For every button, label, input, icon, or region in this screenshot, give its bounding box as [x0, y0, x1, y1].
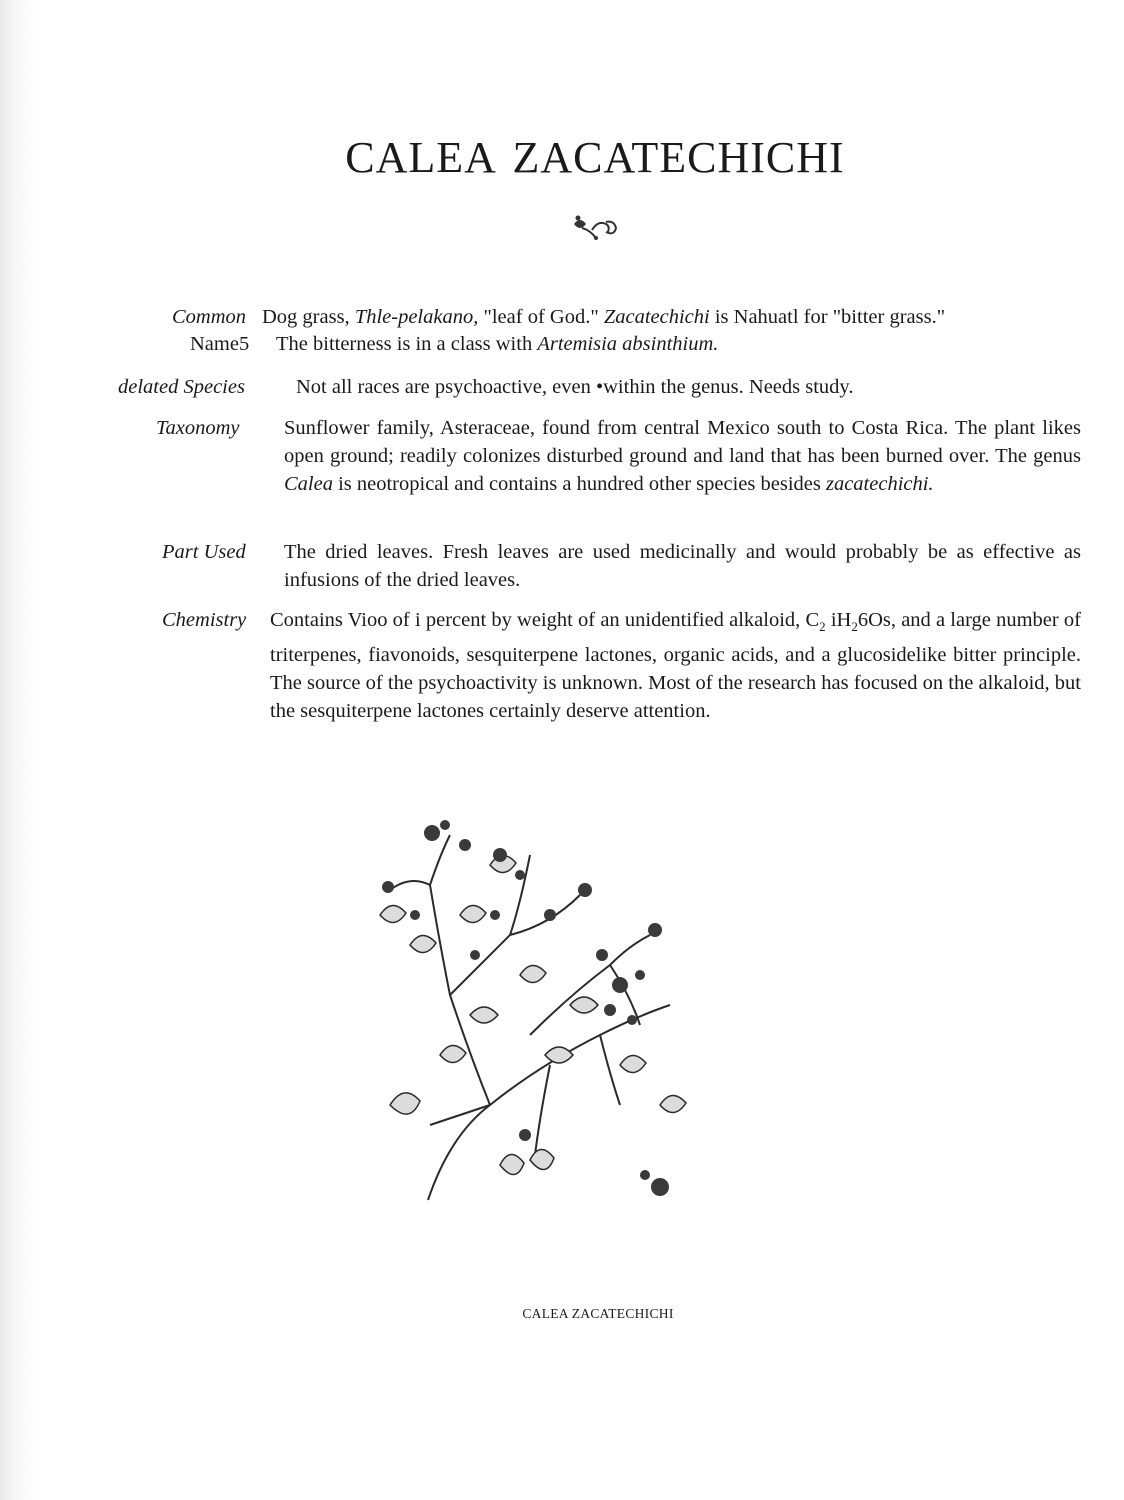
part-used-label: Part Used	[162, 541, 246, 563]
taxonomy-text: Sunflower family, Asteraceae, found from central Mexico south to Costa Rica. The plant likes open ground; readily colonizes disturbed ground and land that has been burned over. The genus Calea is neotropical and contains a hundred other species besides zacatechichi.	[284, 417, 1081, 495]
page-title: CALEA ZACATECHICHI	[345, 133, 845, 182]
common-name-label-2: Name5	[190, 333, 250, 355]
common-name-text-2: The bitterness is in a class with Artemisia absinthium.	[276, 333, 719, 355]
common-name-text: Dog grass, Thle-pelakano, "leaf of God." Zacatechichi is Nahuatl for "bitter grass."	[262, 306, 946, 328]
floral-ornament-icon	[568, 210, 624, 246]
calea-zacatechichi-plant-illustration	[370, 815, 700, 1210]
illustration-caption: CALEA ZACATECHICHI	[522, 1306, 674, 1321]
chemistry-label: Chemistry	[162, 609, 247, 631]
related-species-text: Not all races are psychoactive, even •within the genus. Needs study.	[296, 376, 854, 398]
taxonomy-label: Taxonomy	[156, 417, 240, 439]
common-name-label-1: Common	[172, 306, 247, 328]
chemistry-text: Contains Vioo of i percent by weight of an unidentified alkaloid, $C_2$ $iH_26Os$, and a large number of triterpenes, fiavonoids, sesquiterpene lactones, organic acids, and a glucosidelike bitter principle. The source of the psychoactivity is unknown. Most of the research has focused on the alkaloid, but the sesquiterpene lactones certainly deserve attention.	[270, 609, 1081, 723]
part-used-text: The dried leaves. Fresh leaves are used medicinally and would probably be as effective as infusions of the dried leaves.	[284, 541, 1081, 591]
related-species-label: delated Species	[118, 376, 245, 398]
